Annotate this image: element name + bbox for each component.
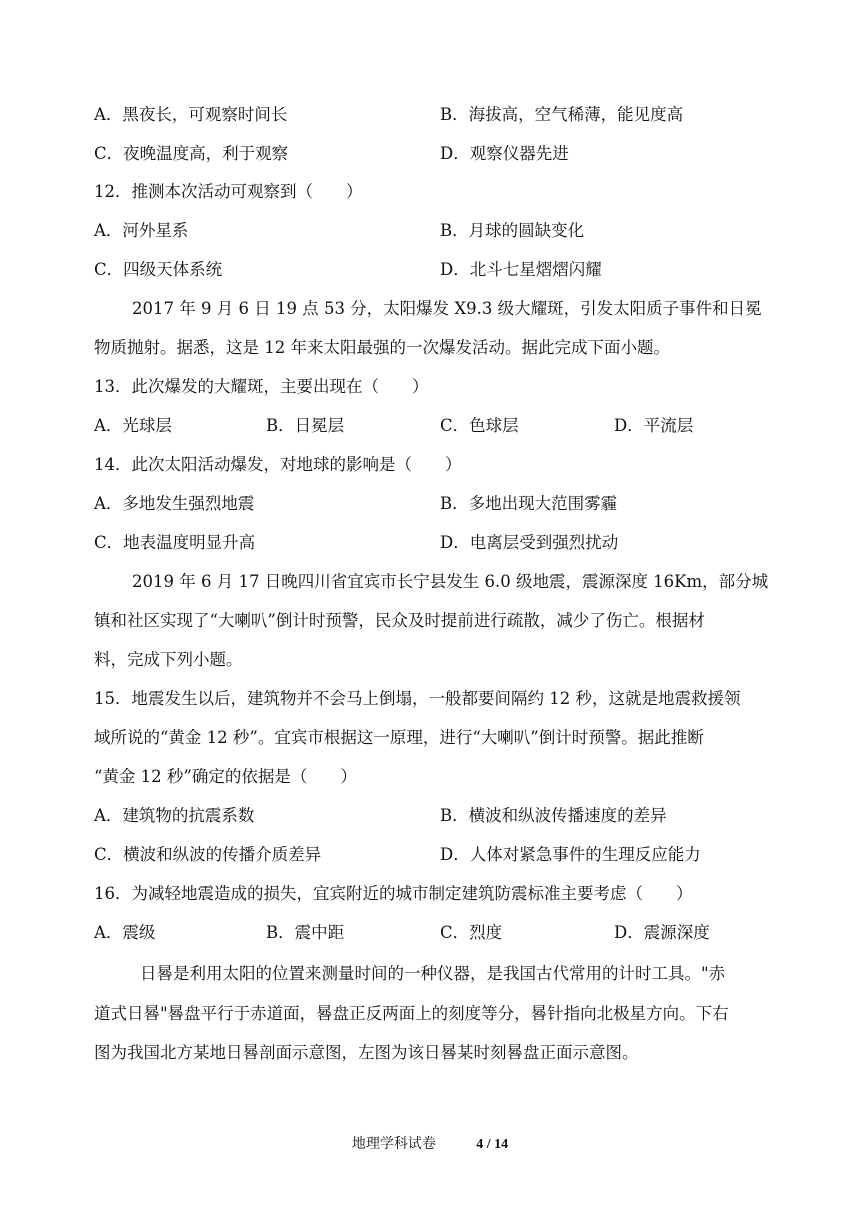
- q15-option-c: C．横波和纵波的传播介质差异: [94, 845, 322, 864]
- q11-option-a: A．黑夜长，可观察时间长: [94, 105, 288, 124]
- sun-passage-line-2: 物质抛射。据悉，这是 12 年来太阳最强的一次爆发活动。据此完成下面小题。: [94, 338, 670, 357]
- q15-stem-line-2: 域所说的“黄金 12 秒”。宜宾市根据这一原理，进行“大喇叭”倒计时预警。据此推断: [94, 728, 704, 747]
- q15-option-b: B．横波和纵波传播速度的差异: [440, 806, 667, 825]
- q16-stem: 16．为减轻地震造成的损失，宜宾附近的城市制定建筑防震标准主要考虑（ ）: [94, 884, 693, 903]
- page-footer: [0, 1134, 860, 1155]
- sun-passage-line-1: 2017 年 9 月 6 日 19 点 53 分，太阳爆发 X9.3 级大耀斑，引发太阳质子事件和日冕: [132, 299, 762, 318]
- q16-option-c: C．烈度: [440, 923, 503, 942]
- q14-option-b: B．多地出现大范围雾霾: [440, 494, 618, 513]
- q13-option-d: D．平流层: [614, 416, 694, 435]
- q13-stem: 13．此次爆发的大耀斑，主要出现在（ ）: [94, 377, 429, 396]
- q11-option-b: B．海拔高，空气稀薄，能见度高: [440, 105, 684, 124]
- sundial-passage-line-2: 道式日晷"晷盘平行于赤道面，晷盘正反两面上的刻度等分，晷针指向北极星方向。下右: [94, 1004, 729, 1023]
- q12-option-a: A．河外星系: [94, 221, 189, 240]
- q13-option-b: B．日冕层: [266, 416, 345, 435]
- q13-option-a: A．光球层: [94, 416, 172, 435]
- q12-option-b: B．月球的圆缺变化: [440, 221, 585, 240]
- quake-passage-line-3: 料，完成下列小题。: [94, 650, 243, 669]
- q15-stem-line-3: “黄金 12 秒”确定的依据是（ ）: [94, 767, 357, 786]
- q16-option-a: A．震级: [94, 923, 156, 942]
- q11-option-c: C．夜晚温度高，利于观察: [94, 144, 289, 163]
- q11-option-d: D．观察仪器先进: [440, 144, 569, 163]
- q15-option-a: A．建筑物的抗震系数: [94, 806, 255, 825]
- sundial-passage-line-1: 日晷是利用太阳的位置来测量时间的一种仪器，是我国古代常用的计时工具。"赤: [140, 964, 726, 983]
- q16-option-b: B．震中距: [266, 923, 345, 942]
- q15-stem-line-1: 15．地震发生以后，建筑物并不会马上倒塌，一般都要间隔约 12 秒，这就是地震救援领: [94, 689, 741, 708]
- quake-passage-line-2: 镇和社区实现了“大喇叭”倒计时预警，民众及时提前进行疏散，减少了伤亡。根据材: [94, 611, 705, 630]
- q13-option-c: C．色球层: [440, 416, 519, 435]
- q12-option-c: C．四级天体系统: [94, 260, 223, 279]
- sundial-passage-line-3: 图为我国北方某地日晷剖面示意图，左图为该日晷某时刻晷盘正面示意图。: [94, 1043, 639, 1062]
- q14-option-d: D．电离层受到强烈扰动: [440, 533, 619, 552]
- footer-page-number: 4 / 14: [476, 1137, 509, 1152]
- q16-option-d: D．震源深度: [614, 923, 710, 942]
- quake-passage-line-1: 2019 年 6 月 17 日晚四川省宜宾市长宁县发生 6.0 级地震，震源深度 16Km，部分城: [132, 572, 769, 591]
- q14-option-c: C．地表温度明显升高: [94, 533, 256, 552]
- q15-option-d: D．人体对紧急事件的生理反应能力: [440, 845, 701, 864]
- footer-subject: 地理学科试卷: [351, 1136, 436, 1152]
- q14-stem: 14．此次太阳活动爆发，对地球的影响是（ ）: [94, 455, 462, 474]
- q14-option-a: A．多地发生强烈地震: [94, 494, 255, 513]
- q12-stem: 12．推测本次活动可观察到（ ）: [94, 182, 363, 201]
- q12-option-d: D．北斗七星熠熠闪耀: [440, 260, 602, 279]
